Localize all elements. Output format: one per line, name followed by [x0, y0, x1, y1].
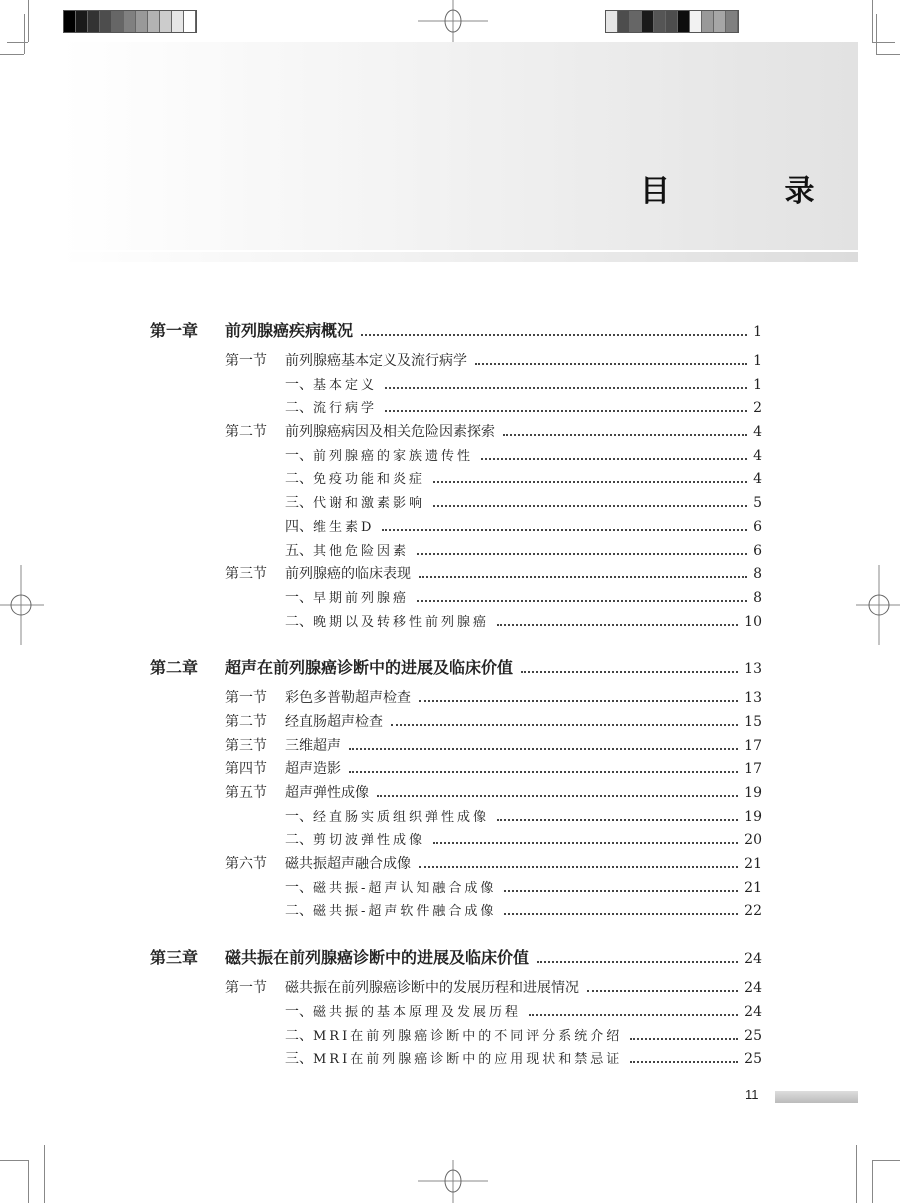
entry-title: 免疫功能和炎症: [313, 472, 426, 488]
dot-leader: [391, 724, 738, 726]
color-swatch: [726, 11, 738, 32]
page-title: 目 录: [640, 174, 867, 209]
entry-page: 13: [744, 661, 762, 678]
entry-label: 一、: [285, 376, 313, 393]
entry-label: 第二节: [225, 713, 267, 730]
entry-label: 第一节: [225, 690, 267, 707]
entry-title: 前列腺癌病因及相关危险因素探索: [285, 424, 495, 441]
toc-section-entry[interactable]: [150, 563, 762, 587]
entry-title: 代谢和激素影响: [313, 496, 426, 512]
color-swatch: [606, 11, 618, 32]
dot-leader: [503, 434, 747, 436]
entry-page: 6: [753, 518, 762, 535]
toc-section-entry[interactable]: [150, 758, 762, 782]
entry-page: 19: [744, 808, 762, 825]
toc-subsection-entry[interactable]: [150, 468, 762, 492]
entry-page: 1: [753, 324, 762, 340]
color-swatch: [654, 11, 666, 32]
registration-mark-top: [418, 0, 488, 44]
dot-leader: [361, 334, 747, 336]
entry-label: 第一章: [150, 321, 199, 340]
entry-title: 超声弹性成像: [285, 785, 369, 801]
toc-chapter: [150, 318, 762, 634]
entry-page: 8: [753, 589, 762, 606]
entry-title: 前列腺癌疾病概况: [225, 321, 354, 340]
entry-label: 第二章: [150, 658, 199, 678]
entry-title: 流行病学: [313, 401, 378, 417]
entry-label: 二、: [285, 832, 313, 849]
entry-page: 17: [744, 737, 762, 754]
dot-leader: [433, 505, 747, 507]
entry-page: 6: [753, 542, 762, 559]
dot-leader: [417, 600, 747, 602]
entry-title: 剪切波弹性成像: [313, 833, 426, 849]
color-swatch: [136, 11, 148, 32]
dot-leader: [630, 1038, 738, 1040]
crop-mark: [0, 54, 24, 55]
entry-label: 第三章: [150, 948, 199, 968]
entry-label: 一、: [285, 808, 313, 825]
toc-subsection-entry[interactable]: [150, 397, 762, 421]
toc-subsection-entry[interactable]: [150, 516, 762, 540]
crop-mark: [24, 14, 25, 54]
color-swatch: [666, 11, 678, 32]
entry-page: 25: [744, 1051, 762, 1068]
color-swatch: [64, 11, 76, 32]
dot-leader: [521, 671, 738, 673]
toc-section-entry[interactable]: [150, 350, 762, 374]
toc-section-entry[interactable]: [150, 735, 762, 759]
entry-page: 10: [744, 613, 762, 630]
entry-title: 经直肠超声检查: [285, 713, 383, 730]
toc-section-entry[interactable]: [150, 853, 762, 877]
entry-title: 彩色多普勒超声检查: [285, 690, 411, 707]
color-bar-right: [605, 10, 739, 33]
dot-leader: [497, 819, 738, 821]
entry-label: 第二节: [225, 424, 267, 441]
dot-leader: [587, 990, 738, 992]
color-swatch: [112, 11, 124, 32]
toc-subsection-entry[interactable]: [150, 492, 762, 516]
entry-page: 20: [744, 832, 762, 849]
toc-subsection-entry[interactable]: [150, 806, 762, 830]
dot-leader: [504, 890, 738, 892]
entry-page: 1: [753, 353, 762, 369]
entry-page: 4: [753, 447, 762, 464]
dot-leader: [433, 481, 747, 483]
entry-label: 二、: [285, 1027, 313, 1044]
color-swatch: [702, 11, 714, 32]
dot-leader: [481, 458, 747, 460]
entry-title: 经直肠实质组织弹性成像: [313, 809, 490, 825]
color-swatch: [642, 11, 654, 32]
entry-title: MRI在前列腺癌诊断中的不同评分系统介绍: [313, 1028, 623, 1044]
dot-leader: [433, 842, 738, 844]
toc-subsection-entry[interactable]: [150, 374, 762, 398]
entry-title: 三维超声: [285, 737, 341, 754]
color-swatch: [172, 11, 184, 32]
entry-page: 21: [744, 879, 762, 896]
page-number: 11: [745, 1087, 759, 1102]
entry-label: 五、: [285, 542, 313, 559]
entry-title: 超声造影: [285, 761, 341, 778]
entry-label: 二、: [285, 613, 313, 630]
entry-page: 13: [744, 690, 762, 707]
entry-label: 二、: [285, 903, 313, 920]
toc-subsection-entry[interactable]: [150, 900, 762, 924]
toc-subsection-entry[interactable]: [150, 445, 762, 469]
toc-chapter: [150, 655, 762, 924]
entry-label: 二、: [285, 400, 313, 417]
toc-section-entry[interactable]: [150, 687, 762, 711]
crop-mark: [872, 1160, 900, 1161]
dot-leader: [385, 410, 747, 412]
registration-mark-left: [0, 565, 44, 645]
entry-page: 17: [744, 761, 762, 778]
entry-label: 一、: [285, 589, 313, 606]
dot-leader: [382, 529, 747, 531]
table-of-contents: [150, 318, 762, 1093]
dot-leader: [537, 961, 738, 963]
toc-subsection-entry[interactable]: [150, 1025, 762, 1049]
entry-page: 24: [744, 951, 762, 968]
entry-label: 第一节: [225, 353, 267, 369]
entry-page: 25: [744, 1027, 762, 1044]
crop-mark: [28, 1160, 29, 1203]
entry-label: 四、: [285, 518, 313, 535]
entry-title: 磁共振-超声认知融合成像: [313, 880, 497, 896]
entry-label: 第三节: [225, 737, 267, 754]
entry-title: 维生素D: [313, 519, 375, 535]
dot-leader: [497, 624, 738, 626]
color-swatch: [690, 11, 702, 32]
entry-page: 4: [753, 424, 762, 441]
dot-leader: [529, 1014, 738, 1016]
entry-page: 5: [753, 495, 762, 512]
crop-mark: [44, 1145, 45, 1203]
color-swatch: [678, 11, 690, 32]
entry-page: 21: [744, 856, 762, 873]
dot-leader: [377, 795, 738, 797]
toc-subsection-entry[interactable]: [150, 1001, 762, 1025]
toc-section-entry[interactable]: [150, 421, 762, 445]
header-band: [60, 42, 858, 250]
color-swatch: [714, 11, 726, 32]
entry-label: 第一节: [225, 980, 267, 997]
toc-subsection-entry[interactable]: [150, 829, 762, 853]
toc-section-entry[interactable]: [150, 977, 762, 1001]
toc-subsection-entry[interactable]: [150, 540, 762, 564]
entry-title: 超声在前列腺癌诊断中的进展及临床价值: [225, 658, 514, 678]
toc-subsection-entry[interactable]: [150, 611, 762, 635]
entry-title: 磁共振的基本原理及发展历程: [313, 1004, 522, 1020]
dot-leader: [349, 771, 738, 773]
dot-leader: [349, 748, 738, 750]
registration-mark-right: [856, 565, 900, 645]
crop-mark: [876, 14, 877, 54]
toc-section-entry[interactable]: [150, 711, 762, 735]
entry-page: 22: [744, 903, 762, 920]
entry-label: 三、: [285, 495, 313, 512]
crop-mark: [0, 1160, 28, 1161]
toc-chapter: [150, 945, 762, 1072]
entry-title: 早期前列腺癌: [313, 590, 410, 606]
footer-bar: [775, 1091, 858, 1103]
dot-leader: [504, 913, 738, 915]
color-swatch: [630, 11, 642, 32]
entry-label: 一、: [285, 879, 313, 896]
crop-mark: [28, 0, 29, 42]
color-swatch: [100, 11, 112, 32]
entry-title: 磁共振在前列腺癌诊断中的进展及临床价值: [225, 948, 530, 968]
entry-title: 磁共振在前列腺癌诊断中的发展历程和进展情况: [285, 980, 579, 997]
entry-title: 磁共振-超声软件融合成像: [313, 904, 497, 920]
dot-leader: [419, 700, 738, 702]
entry-page: 1: [753, 376, 762, 393]
color-swatch: [148, 11, 160, 32]
crop-mark: [872, 0, 873, 42]
toc-chapter-entry[interactable]: [150, 318, 762, 342]
color-swatch: [124, 11, 136, 32]
entry-page: 8: [753, 566, 762, 583]
color-swatch: [76, 11, 88, 32]
color-swatch: [184, 11, 196, 32]
dot-leader: [419, 866, 738, 868]
color-swatch: [618, 11, 630, 32]
dot-leader: [630, 1061, 738, 1063]
entry-label: 第四节: [225, 761, 267, 778]
entry-title: 基本定义: [313, 377, 378, 393]
entry-label: 一、: [285, 1003, 313, 1020]
entry-title: 前列腺癌基本定义及流行病学: [285, 353, 467, 369]
toc-section-entry[interactable]: [150, 782, 762, 806]
entry-label: 三、: [285, 1051, 313, 1068]
registration-mark-bottom: [418, 1160, 488, 1203]
entry-page: 19: [744, 785, 762, 801]
color-swatch: [160, 11, 172, 32]
entry-page: 2: [753, 400, 762, 417]
entry-label: 二、: [285, 471, 313, 488]
entry-title: 其他危险因素: [313, 543, 410, 559]
header-rule: [60, 252, 858, 262]
dot-leader: [417, 553, 747, 555]
entry-page: 15: [744, 713, 762, 730]
toc-subsection-entry[interactable]: [150, 877, 762, 901]
color-swatch: [88, 11, 100, 32]
entry-page: 4: [753, 471, 762, 488]
crop-mark: [872, 1160, 873, 1203]
toc-chapter-entry[interactable]: [150, 655, 762, 679]
dot-leader: [419, 576, 747, 578]
crop-mark: [44, 1145, 45, 1146]
crop-mark: [856, 1145, 857, 1203]
entry-title: 磁共振超声融合成像: [285, 856, 411, 873]
entry-label: 一、: [285, 447, 313, 464]
toc-subsection-entry[interactable]: [150, 587, 762, 611]
entry-title: 前列腺癌的临床表现: [285, 566, 411, 583]
toc-subsection-entry[interactable]: [150, 1048, 762, 1072]
entry-title: 前列腺癌的家族遗传性: [313, 448, 474, 464]
dot-leader: [385, 387, 747, 389]
toc-chapter-entry[interactable]: [150, 945, 762, 969]
entry-page: 24: [744, 980, 762, 997]
entry-label: 第六节: [225, 856, 267, 873]
entry-label: 第三节: [225, 566, 267, 583]
entry-page: 24: [744, 1003, 762, 1020]
color-bar-left: [63, 10, 197, 33]
entry-label: 第五节: [225, 785, 267, 801]
entry-title: MRI在前列腺癌诊断中的应用现状和禁忌证: [313, 1052, 623, 1068]
dot-leader: [475, 363, 747, 365]
entry-title: 晚期以及转移性前列腺癌: [313, 614, 490, 630]
crop-mark: [876, 54, 900, 55]
